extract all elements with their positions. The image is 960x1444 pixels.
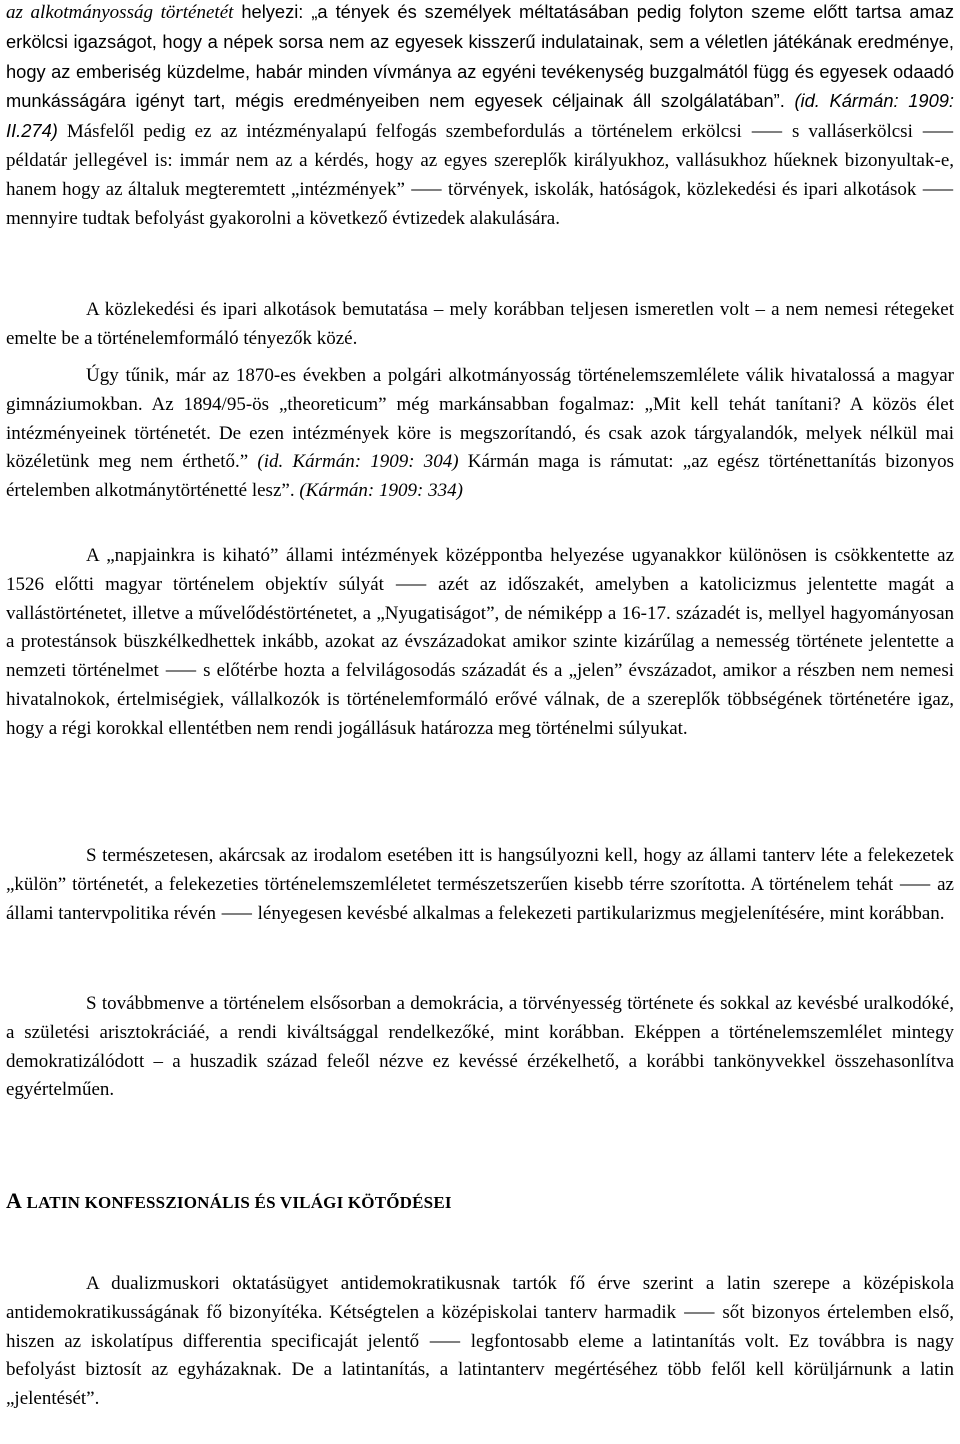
heading-initial: A	[6, 1188, 23, 1213]
paragraph-2: A közlekedési és ipari alkotások bemutatása – mely korábban teljesen ismeretlen volt – a nem nemesi rétegeket emelte be a történelemformáló tényezők közé.	[6, 299, 954, 349]
paragraph-text: Másfelől pedig ez az intézményalapú felfogás szembefordulás a történelem erkölcsi ⸺ s valláserkölcsi ⸺ példatár jellegével is: immár nem az a kérdés, hogy az egyes szereplők királyukhoz, vallásukhoz hűeknek bizonyultak-e, hanem hogy az általuk megteremtett „intézmények” ⸺ törvények, iskolák, hatóságok, közlekedési és ipari alkotások ⸺ mennyire tudtak befolyást gyakorolni a következő évtizedek alakulására.	[6, 121, 954, 229]
citation: (Kármán: 1909: 334)	[299, 480, 463, 502]
citation: (id. Kármán: 1909: II.274)	[6, 90, 954, 142]
paragraph-3	[6, 362, 954, 506]
heading-text: LATIN KONFESSZIONÁLIS ÉS VILÁGI KÖTŐDÉSEI	[22, 1193, 452, 1212]
paragraph-text: Úgy tűnik, már az 1870-es években a polgári alkotmányosság történelemszemlélete válik hivatalossá a magyar gimnáziumokban. Az 1894/95-ös „theoreticum” még markánsabban fogalmaz: „Mit kell tehát tanítani? A közös élet intézményeinek történetét. De ezen intézmények köre is megszorítandó, és csak azok tárgyalandók, melyek nélkül mai közéletünk meg nem érthető.”	[6, 365, 954, 473]
paragraph-4: A „napjainkra is kiható” állami intézmények középpontba helyezése ugyanakkor különösen is csökkentette az 1526 előtti magyar történelem objektív súlyát ⸺ azét az időszakét, amelyben a katolicizmus jelentette magát a vallástörténetet, illetve a művelődéstörténetet, a „Nyugatiságot”, de némiképp a 16-17. századét is, mellyel hagyományosan a protestánsok büszkélkedhettek inkább, azokat az évszázadokat amikor szinte kizárűlag a nemesség története jelentette a nemzeti történelmet ⸺ s előtérbe hozta a felvilágosodás századát és a „jelen” évszázadot, amikor a részben nem nemesi hivatalnokok, értelmiségiek, vállalkozók is történelemformáló erővé válnak, de a szereplők többségének történetére igaz, hogy a régi korokkal ellentétben nem rendi jogállásuk határozza meg történelmi súlyukat.	[6, 545, 954, 739]
paragraph-7: A dualizmuskori oktatásügyet antidemokratikusnak tartók fő érve szerint a latin szerepe a középiskola antidemokratikusságának fő bizonyítéka. Kétségtelen a középiskolai tanterv harmadik ⸺ sőt bizonyos értelemben első, hiszen az iskolatípus differentia specificaját jelentő ⸺ legfontosabb eleme a latintanítás volt. Ez továbbra is nagy befolyást biztosít az egyházaknak. De a latintanítás, a latintanterv megértéséhez több felől kell körüljárnunk a latin „jelentését”.	[6, 1273, 954, 1410]
paragraph-5: S természetesen, akárcsak az irodalom esetében itt is hangsúlyozni kell, hogy az állami tanterv léte a felekezetek „külön” történetét, a felekezeties történelemszemléletet természetszerűen kisebb térre szorította. A történelem tehát ⸺ az állami tantervpolitika révén ⸺ lényegesen kevésbé alkalmas a felekezeti partikularizmus megjelenítésére, mint korábban.	[6, 845, 954, 924]
section-heading	[6, 1188, 452, 1214]
paragraph-text: helyezi: „a tények és személyek méltatásában pedig folyton szeme előtt tartsa amaz erkölcsi igazságot, hogy a népek sorsa nem az egyesek kisszerű indulatainak, sem a véletlen játékának eredménye, hogy az emberiség küzdelme, habár minden vívmánya az egyéni tevékenység buzgalmától függ és egyesek odaadó munkásságára igényt tart, mégis eredményeiben nem egyesek céljainak áll szolgálatában”.	[6, 1, 954, 112]
citation: (id. Kármán: 1909: 304)	[257, 451, 459, 473]
paragraph-1	[6, 0, 954, 233]
italic-phrase: az alkotmányosság történetét	[6, 2, 234, 23]
paragraph-6: S továbbmenve a történelem elsősorban a demokrácia, a törvényesség története és sokkal az kevésbé uralkodóké, a születési arisztokráciáé, a rendi kiváltsággal rendelkezőké, mint korábban. Eképpen a történelemszemlélet mintegy demokratizálódott – a huszadik század feleől nézve ez kevéssé érzékelhető, a korábbi tankönyvekkel összehasonlítva egyértelműen.	[6, 993, 954, 1101]
paragraph-text: Kármán maga is rámutat: „az egész történettanítás bizonyos értelemben alkotmánytörténetté lesz”.	[6, 451, 955, 502]
